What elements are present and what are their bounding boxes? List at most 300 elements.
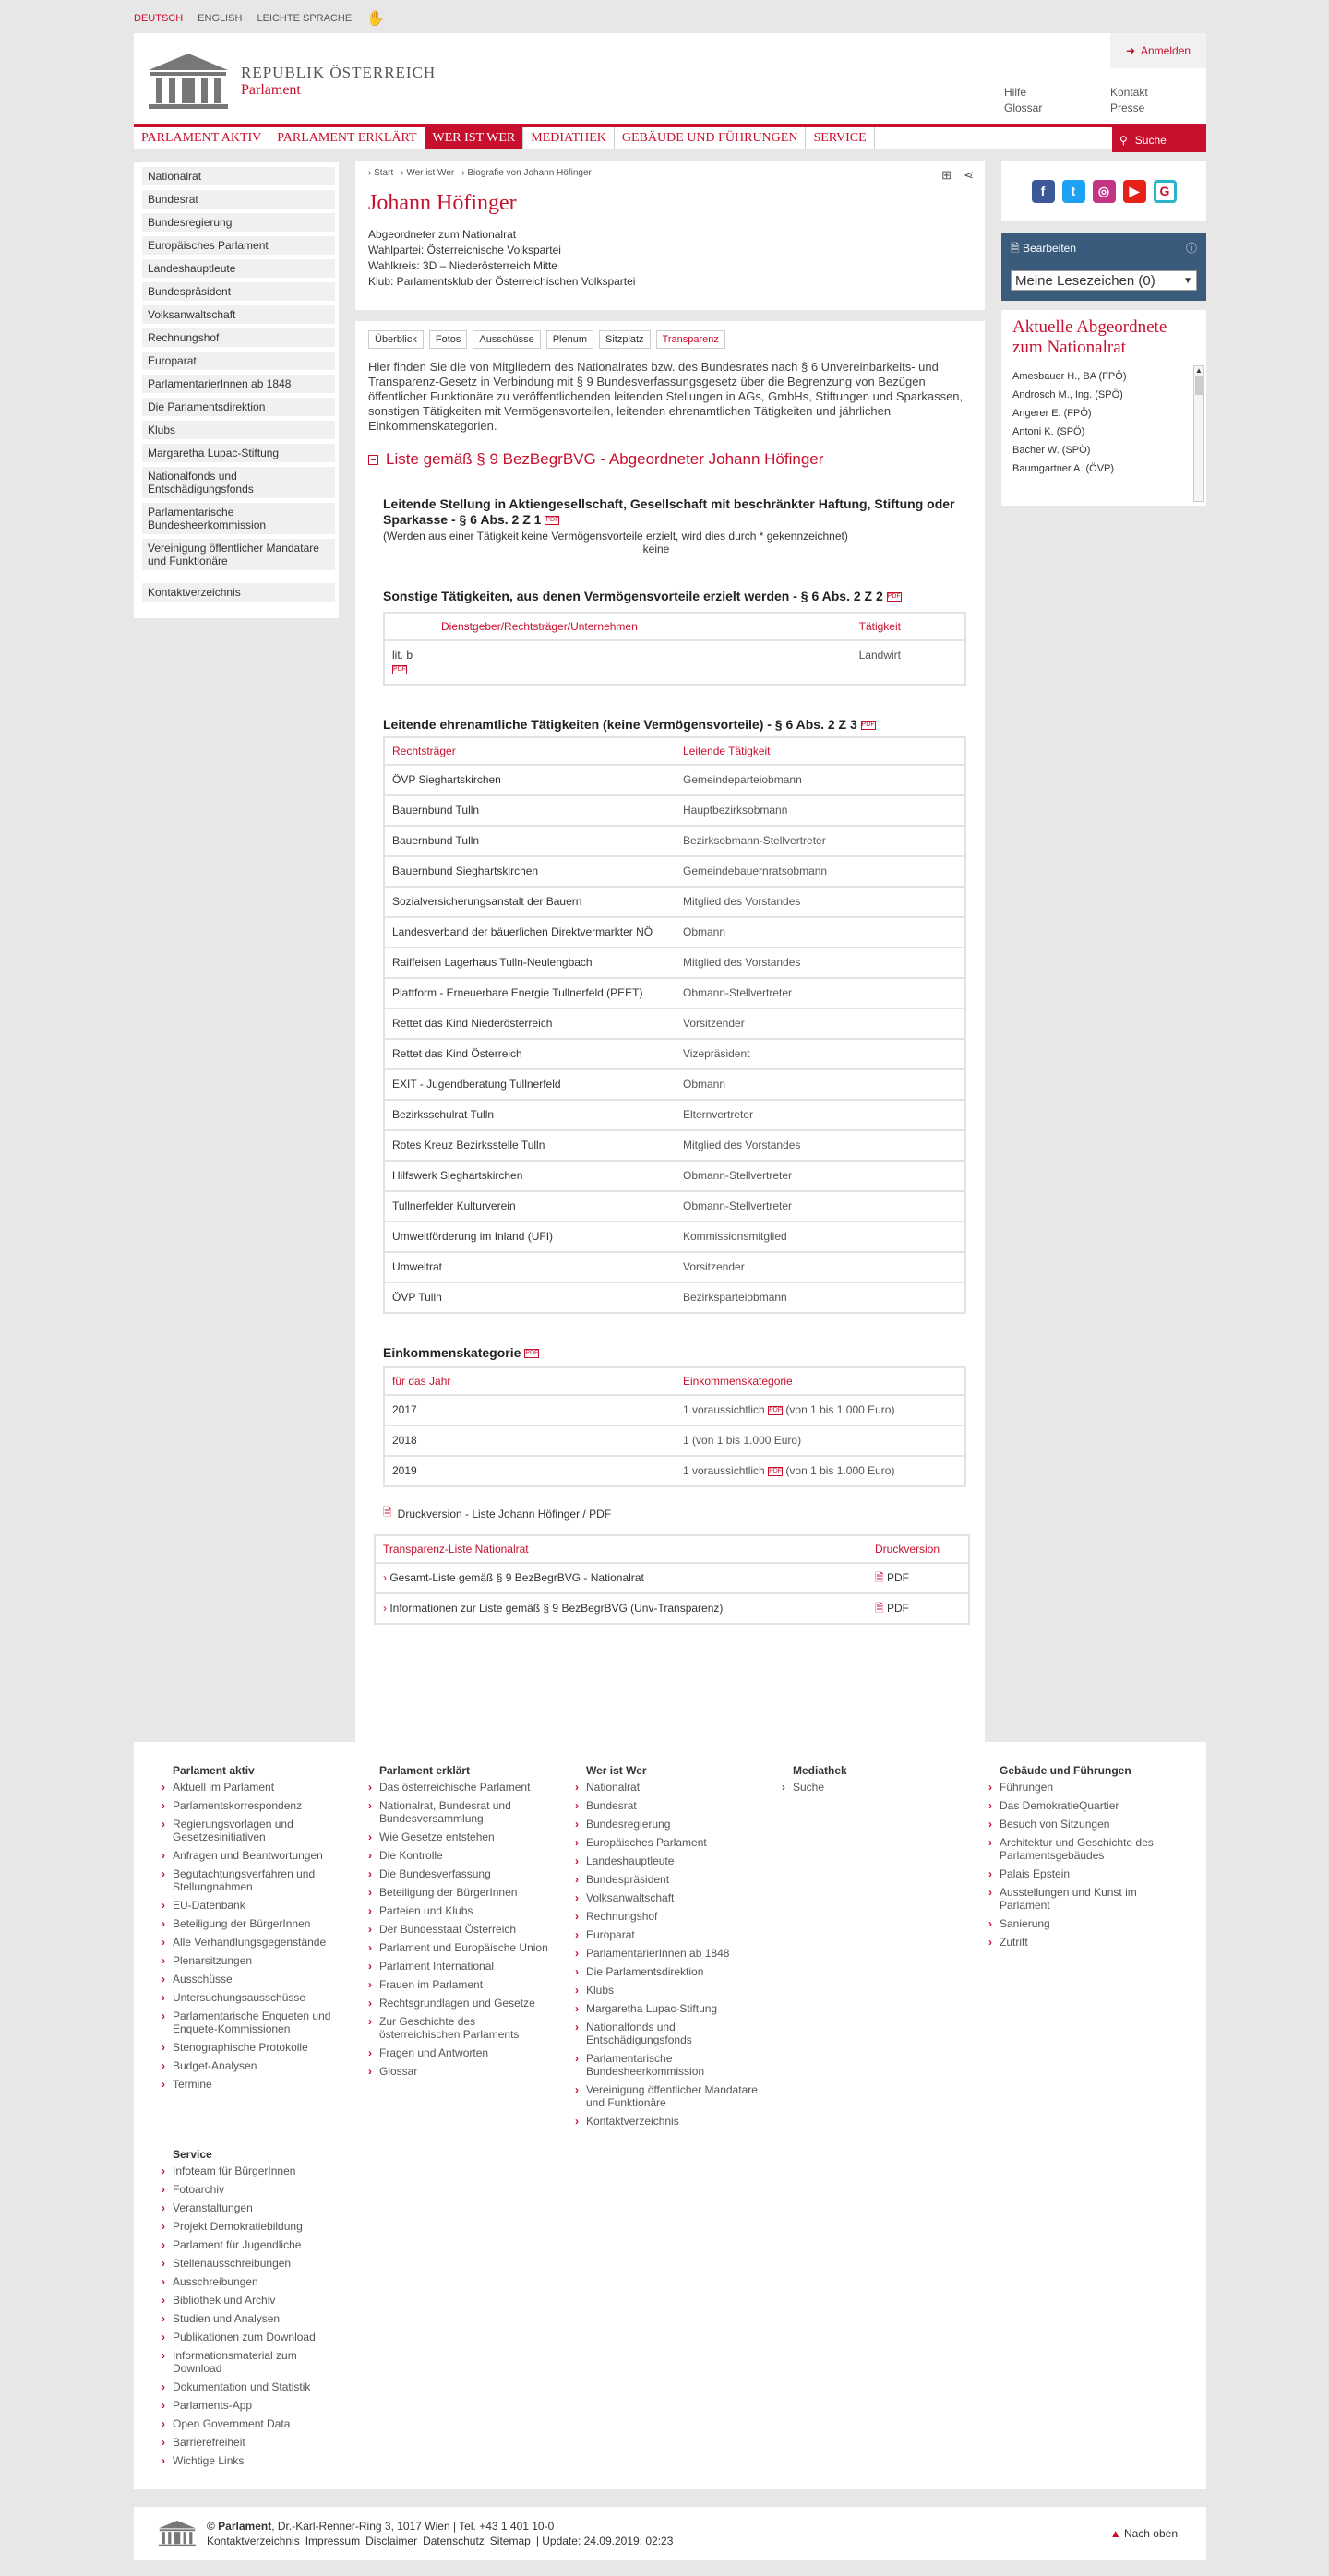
footer-link[interactable]: › Landeshauptleute xyxy=(575,1854,760,1867)
bookmark-select-value: Meine Lesezeichen (0) xyxy=(1015,272,1155,289)
right-sidebar xyxy=(1001,161,1206,506)
table-row xyxy=(384,1130,965,1161)
copyright: © Parlament xyxy=(207,2520,272,2533)
footer-link[interactable]: › Das österreichische Parlament xyxy=(368,1781,553,1794)
youtube-icon[interactable]: ▶ xyxy=(1123,180,1146,203)
s3-cell-role: Bezirksparteiobmann xyxy=(676,1282,965,1313)
print-label: Druckversion - Liste Johann Höfinger / PDF xyxy=(397,1507,612,1521)
pdf-icon[interactable]: PDF xyxy=(769,1467,783,1474)
footer-link[interactable]: › Die Bundesverfassung xyxy=(368,1867,553,1880)
s3-col2: Leitende Tätigkeit xyxy=(676,737,965,765)
footer-link[interactable]: › Parlamentarische Enqueten und Enquete-Kommissionen xyxy=(162,2010,346,2035)
contact-links xyxy=(1110,85,1148,116)
footer-heading[interactable]: Parlament aktiv xyxy=(173,1764,255,1777)
footer-column xyxy=(162,1764,346,2096)
footer-link[interactable]: › Parlament und Europäische Union xyxy=(368,1941,553,1954)
mp-list-panel xyxy=(1001,310,1206,506)
intro-text: Hier finden Sie die von Mitgliedern des Nationalrates bzw. des Bundesrates nach § 6 Unvereinbarkeits- und Transparenz-Gesetz in Verbindung mit § 9 Bundesverfassungsgesetz über die Begrenzung von Bezügen öffentlicher Funktionäre zu veröffentlichenden leitenden Stellungen in AGs, GmbHs, Stiftungen und Sparkassen, sonstigen Tätigkeiten mit Vermögensvorteilen, leitenden ehrenamtlichen Tätigkeiten und jährlichen Einkommenskategorien. xyxy=(368,360,964,433)
footer-link[interactable]: › Palais Epstein xyxy=(988,1867,1173,1880)
footer-link[interactable]: › Ausschüsse xyxy=(162,1973,346,1986)
footer-link[interactable]: › Das DemokratieQuartier xyxy=(988,1799,1173,1812)
breadcrumb-current: › Biografie von Johann Höfinger xyxy=(461,168,592,178)
s4-year: 2019 xyxy=(384,1456,676,1486)
footer-link[interactable]: › Stenographische Protokolle xyxy=(162,2041,346,2054)
footer-link[interactable]: › Fotoarchiv xyxy=(162,2183,346,2196)
footer-heading[interactable]: Wer ist Wer xyxy=(586,1764,647,1777)
mp-list-item[interactable]: Baumgartner A. (ÖVP) xyxy=(1012,463,1115,474)
mp-list xyxy=(1012,367,1199,478)
footer-link[interactable]: › Die Parlamentsdirektion xyxy=(575,1965,760,1978)
footer-link[interactable]: › Beteiligung der BürgerInnen xyxy=(368,1886,553,1899)
footer-link[interactable]: › Regierungsvorlagen und Gesetzesinitiativen xyxy=(162,1818,346,1843)
footer-link[interactable]: › Rechtsgrundlagen und Gesetze xyxy=(368,1997,553,2010)
s4-col1: für das Jahr xyxy=(384,1367,676,1395)
print-link[interactable] xyxy=(368,1504,972,1523)
s3-cell-org: Bauernbund Sieghartskirchen xyxy=(384,856,676,887)
facebook-icon[interactable]: f xyxy=(1032,180,1055,203)
section-title: Liste gemäß § 9 BezBegrBVG - Abgeordneter Johann Höfinger xyxy=(386,450,824,468)
s3-cell-org: ÖVP Sieghartskirchen xyxy=(384,765,676,795)
s2-table xyxy=(383,612,966,686)
footer-column xyxy=(782,1764,966,1799)
footer-link[interactable]: › Plenarsitzungen xyxy=(162,1954,346,1967)
footer xyxy=(134,1742,1206,2489)
arrow-icon: ➜ xyxy=(1125,44,1135,57)
footer-link[interactable]: › Klubs xyxy=(575,1984,760,1997)
s4-range: (von 1 bis 1.000 Euro) xyxy=(785,1464,895,1477)
s4-col2: Einkommenskategorie xyxy=(676,1367,965,1395)
table-row xyxy=(384,1161,965,1191)
s4-cat-value: 1 voraussichtlich xyxy=(683,1403,765,1416)
s3-cell-org: Rettet das Kind Österreich xyxy=(384,1039,676,1069)
info-icon[interactable]: ⓘ xyxy=(1185,242,1197,255)
tl-col1: Transparenz-Liste Nationalrat xyxy=(375,1535,868,1563)
s3-cell-role: Vorsitzender xyxy=(676,1252,965,1282)
page-title: Johann Höfinger xyxy=(368,191,517,215)
table-row xyxy=(384,856,965,887)
footer-link[interactable]: › Architektur und Geschichte des Parlamentsgebäudes xyxy=(988,1836,1173,1862)
table-row xyxy=(384,1252,965,1282)
s3-cell-org: Tullnerfelder Kulturverein xyxy=(384,1191,676,1222)
nav-parlament-erklaert[interactable]: PARLAMENT ERKLÄRT xyxy=(269,127,425,149)
address: , Dr.-Karl-Renner-Ring 3, 1017 Wien | Tel. +43 1 401 10-0 xyxy=(271,2520,555,2533)
s4-range: (von 1 bis 1.000 Euro) xyxy=(785,1403,895,1416)
footer-link[interactable]: › Wie Gesetze entstehen xyxy=(368,1831,553,1843)
search-icon: ⚲ xyxy=(1119,133,1128,147)
leftnav-item[interactable]: Klubs xyxy=(142,421,335,439)
footer-link[interactable]: › Glossar xyxy=(368,2065,553,2078)
s3-cell-role: Mitglied des Vorstandes xyxy=(676,1130,965,1161)
s3-cell-role: Hauptbezirksobmann xyxy=(676,795,965,826)
scrollbar[interactable]: ▲ xyxy=(1193,365,1204,502)
s1-value: keine xyxy=(642,543,670,555)
footer-link[interactable]: › Zur Geschichte des österreichischen Parlaments xyxy=(368,2015,553,2041)
bottom-bar xyxy=(134,2507,1206,2560)
help-links xyxy=(1004,85,1042,116)
table-row xyxy=(384,765,965,795)
collapse-icon[interactable] xyxy=(368,455,378,465)
nav-parlament-aktiv[interactable]: PARLAMENT AKTIV xyxy=(134,127,269,149)
tl-pdf[interactable] xyxy=(868,1563,969,1593)
s3-cell-org: Umweltförderung im Inland (UFI) xyxy=(384,1222,676,1252)
presse-link[interactable]: Presse xyxy=(1110,101,1145,114)
footer-link[interactable]: › Bibliothek und Archiv xyxy=(162,2294,346,2307)
footer-link[interactable]: › Parlamentarische Bundesheerkommission xyxy=(575,2052,760,2078)
footer-link[interactable]: › Begutachtungsverfahren und Stellungnahmen xyxy=(162,1867,346,1893)
s3-cell-org: Rotes Kreuz Bezirksstelle Tulln xyxy=(384,1130,676,1161)
footer-link[interactable]: › Frauen im Parlament xyxy=(368,1978,553,1991)
bio-constituency: Wahlkreis: 3D – Niederösterreich Mitte xyxy=(368,259,557,272)
leftnav-item[interactable]: Margaretha Lupac-Stiftung xyxy=(142,444,335,462)
footer-link[interactable]: › Bundespräsident xyxy=(575,1873,760,1886)
footer-link[interactable]: › Suche xyxy=(782,1781,966,1794)
leftnav-item[interactable]: Bundespräsident xyxy=(142,282,335,301)
parliament-logo-icon xyxy=(157,2520,198,2547)
tab-bar xyxy=(368,330,972,349)
s3-cell-org: Raiffeisen Lagerhaus Tulln-Neulengbach xyxy=(384,948,676,978)
footer-heading[interactable]: Service xyxy=(173,2148,212,2161)
table-row xyxy=(384,1191,965,1222)
footer-link[interactable]: › Vereinigung öffentlicher Mandatare und Funktionäre xyxy=(575,2083,760,2109)
footer-link[interactable]: › Aktuell im Parlament xyxy=(162,1781,346,1794)
logo[interactable] xyxy=(147,52,436,111)
s3-table xyxy=(383,736,966,1314)
table-row xyxy=(384,795,965,826)
footer-link[interactable]: › Parteien und Klubs xyxy=(368,1904,553,1917)
leftnav-item[interactable]: Parlamentarische Bundesheerkommission xyxy=(142,503,335,534)
footer-link[interactable]: › EU-Datenbank xyxy=(162,1899,346,1912)
s3-cell-role: Kommissionsmitglied xyxy=(676,1222,965,1252)
s1-title: Leitende Stellung in Aktiengesellschaft, Gesellschaft mit beschränkter Haftung, Stiftung oder Sparkasse - § 6 Abs. 2 Z 1 PDF xyxy=(383,496,955,527)
tab-ausschuesse[interactable]: Ausschüsse xyxy=(473,330,540,349)
footer-link[interactable]: › Volksanwaltschaft xyxy=(575,1891,760,1904)
s3-col1: Rechtsträger xyxy=(384,737,676,765)
search-button[interactable] xyxy=(1112,127,1206,152)
footer-link[interactable]: › Fragen und Antworten xyxy=(368,2046,553,2059)
s3-cell-role: Elternvertreter xyxy=(676,1100,965,1130)
footer-link[interactable]: › ParlamentarierInnen ab 1848 xyxy=(575,1947,760,1960)
footer-link[interactable]: › Anfragen und Beantwortungen xyxy=(162,1849,346,1862)
tab-fotos[interactable]: Fotos xyxy=(429,330,468,349)
s4-cat-value: 1 xyxy=(683,1434,689,1447)
share-icon[interactable]: ⋖ xyxy=(964,168,974,182)
s3-cell-org: Bauernbund Tulln xyxy=(384,795,676,826)
tl-link[interactable]: › Informationen zur Liste gemäß § 9 BezBegrBVG (Unv-Transparenz) xyxy=(375,1593,868,1624)
pdf-icon[interactable]: PDF xyxy=(545,517,559,524)
s4-category xyxy=(676,1395,965,1425)
footer-link[interactable]: › Führungen xyxy=(988,1781,1173,1794)
nav-wer-ist-wer[interactable]: WER IST WER xyxy=(425,127,524,149)
document-icon: 🗎 xyxy=(383,1506,392,1519)
table-row[interactable] xyxy=(375,1593,969,1624)
footer-link[interactable]: › Ausstellungen und Kunst im Parlament xyxy=(988,1886,1173,1912)
social-links xyxy=(1001,161,1206,221)
header xyxy=(134,33,1206,149)
footer-heading[interactable]: Mediathek xyxy=(793,1764,847,1777)
table-row xyxy=(384,887,965,917)
footer-link[interactable]: › Zutritt xyxy=(988,1936,1173,1949)
footer-link[interactable]: › Die Kontrolle xyxy=(368,1849,553,1862)
table-row xyxy=(384,1456,965,1486)
table-row xyxy=(384,826,965,856)
footer-link[interactable]: › Veranstaltungen xyxy=(162,2201,346,2214)
footer-column xyxy=(368,1764,553,2083)
arrow-up-icon: ▲ xyxy=(1109,2527,1121,2540)
lang-leichte-sprache[interactable]: LEICHTE SPRACHE xyxy=(257,13,353,24)
leftnav-item[interactable]: Die Parlamentsdirektion xyxy=(142,398,335,416)
nav-service[interactable]: SERVICE xyxy=(806,127,874,149)
s2-row-value: Landwirt xyxy=(852,640,965,685)
pdf-icon[interactable]: PDF xyxy=(393,665,406,673)
footer-link[interactable]: › Alle Verhandlungsgegenstände xyxy=(162,1936,346,1949)
document-icon: 🗎 xyxy=(875,1602,884,1615)
link-datenschutz[interactable]: Datenschutz xyxy=(423,2534,485,2547)
footer-heading[interactable]: Parlament erklärt xyxy=(379,1764,471,1777)
table-row xyxy=(384,1069,965,1100)
footer-link[interactable]: › Bundesrat xyxy=(575,1799,760,1812)
mp-list-title: Aktuelle Abgeordnete zum Nationalrat xyxy=(1012,317,1167,357)
footer-link[interactable]: › Barrierefreiheit xyxy=(162,2436,346,2449)
footer-link[interactable]: › Beteiligung der BürgerInnen xyxy=(162,1917,346,1930)
s4-year: 2018 xyxy=(384,1425,676,1456)
s3-cell-role: Mitglied des Vorstandes xyxy=(676,948,965,978)
bookmark-add-icon[interactable]: ⊞ xyxy=(941,168,952,182)
footer-link[interactable]: › Rechnungshof xyxy=(575,1910,760,1923)
footer-column xyxy=(988,1764,1173,1954)
lang-deutsch[interactable]: DEUTSCH xyxy=(134,13,184,24)
table-row xyxy=(384,978,965,1008)
table-row xyxy=(384,1008,965,1039)
footer-link[interactable]: › Open Government Data xyxy=(162,2417,346,2430)
mp-list-item[interactable]: Amesbauer H., BA (FPÖ) xyxy=(1012,371,1127,382)
bookmark-select[interactable] xyxy=(1011,270,1197,291)
footer-link[interactable]: › Nationalfonds und Entschädigungsfonds xyxy=(575,2021,760,2046)
breadcrumb xyxy=(368,168,972,178)
breadcrumb-start[interactable]: › Start xyxy=(368,168,394,178)
leftnav-item[interactable]: Europäisches Parlament xyxy=(142,236,335,255)
leftnav-item[interactable]: Nationalrat xyxy=(142,167,335,185)
s4-range: (von 1 bis 1.000 Euro) xyxy=(692,1434,802,1447)
update-date: | Update: 24.09.2019; 02:23 xyxy=(535,2534,674,2547)
footer-link[interactable]: › Bundesregierung xyxy=(575,1818,760,1831)
footer-link[interactable]: › Parlaments-App xyxy=(162,2399,346,2412)
mp-list-item[interactable]: Bacher W. (SPÖ) xyxy=(1012,445,1091,456)
footer-link[interactable]: › Budget-Analysen xyxy=(162,2059,346,2072)
leftnav-item[interactable]: Kontaktverzeichnis xyxy=(142,583,335,602)
leftnav-item[interactable]: Nationalfonds und Entschädigungsfonds xyxy=(142,467,335,498)
s4-table xyxy=(383,1366,966,1487)
footer-link[interactable]: › Informationsmaterial zum Download xyxy=(162,2349,346,2375)
footer-link[interactable]: › Ausschreibungen xyxy=(162,2275,346,2288)
footer-link[interactable]: › Studien und Analysen xyxy=(162,2312,346,2325)
s3-cell-role: Obmann-Stellvertreter xyxy=(676,978,965,1008)
link-kontaktverzeichnis[interactable]: Kontaktverzeichnis xyxy=(207,2534,300,2547)
s4-category xyxy=(676,1456,965,1486)
leftnav-item[interactable]: Vereinigung öffentlicher Mandatare und Funktionäre xyxy=(142,539,335,570)
s2-title: Sonstige Tätigkeiten, aus denen Vermögensvorteile erzielt werden - § 6 Abs. 2 Z 2 PDF xyxy=(383,589,901,603)
s3-cell-role: Obmann-Stellvertreter xyxy=(676,1161,965,1191)
s4-category xyxy=(676,1425,965,1456)
s3-cell-role: Vorsitzender xyxy=(676,1008,965,1039)
leftnav-item[interactable]: Volksanwaltschaft xyxy=(142,305,335,324)
section-header[interactable] xyxy=(368,450,972,469)
link-disclaimer[interactable]: Disclaimer xyxy=(365,2534,418,2547)
footer-link[interactable]: › Stellenausschreibungen xyxy=(162,2257,346,2270)
kontakt-link[interactable]: Kontakt xyxy=(1110,86,1148,99)
search-label: Suche xyxy=(1134,133,1167,147)
footer-link[interactable]: › Sanierung xyxy=(988,1917,1173,1930)
s3-cell-org: Bauernbund Tulln xyxy=(384,826,676,856)
table-row xyxy=(384,1100,965,1130)
s3-cell-org: Bezirksschulrat Tulln xyxy=(384,1100,676,1130)
logo-line2: Parlament xyxy=(241,82,301,98)
footer-column-service xyxy=(162,2148,346,2473)
bio-role: Abgeordneter zum Nationalrat xyxy=(368,228,517,241)
pdf-icon[interactable]: PDF xyxy=(769,1406,783,1413)
parliament-logo-icon xyxy=(147,52,230,111)
s3-cell-role: Gemeindebauernratsobmann xyxy=(676,856,965,887)
tl-pdf-label: PDF xyxy=(887,1602,909,1615)
instagram-icon[interactable]: ◎ xyxy=(1093,180,1116,203)
footer-link[interactable]: › Margaretha Lupac-Stiftung xyxy=(575,2002,760,2015)
tl-pdf-label: PDF xyxy=(887,1571,909,1584)
s3-cell-org: Hilfswerk Sieghartskirchen xyxy=(384,1161,676,1191)
mp-list-item[interactable]: Angerer E. (FPÖ) xyxy=(1012,408,1092,419)
document-icon: 🗎 xyxy=(875,1571,884,1584)
legal-links xyxy=(207,2534,1110,2548)
s3-cell-org: Sozialversicherungsanstalt der Bauern xyxy=(384,887,676,917)
s3-cell-org: Umweltrat xyxy=(384,1252,676,1282)
pdf-icon[interactable]: PDF xyxy=(525,1350,539,1357)
sign-language-icon[interactable]: ✋ xyxy=(366,11,386,27)
footer-link[interactable]: › Nationalrat, Bundesrat und Bundesversammlung xyxy=(368,1799,553,1825)
s4-cat-value: 1 voraussichtlich xyxy=(683,1464,765,1477)
footer-link[interactable]: › Publikationen zum Download xyxy=(162,2331,346,2343)
s3-cell-org: Plattform - Erneuerbare Energie Tullnerfeld (PEET) xyxy=(384,978,676,1008)
link-sitemap[interactable]: Sitemap xyxy=(489,2534,531,2547)
s4-title: Einkommenskategorie PDF xyxy=(383,1345,539,1360)
mp-list-item[interactable]: Androsch M., Ing. (SPÖ) xyxy=(1012,389,1123,400)
table-row xyxy=(384,1282,965,1313)
footer-link[interactable]: › Europäisches Parlament xyxy=(575,1836,760,1849)
s3-title: Leitende ehrenamtliche Tätigkeiten (keine Vermögensvorteile) - § 6 Abs. 2 Z 3 PDF xyxy=(383,717,875,732)
s4-year: 2017 xyxy=(384,1395,676,1425)
footer-link[interactable]: › Parlament International xyxy=(368,1960,553,1973)
s3-cell-role: Obmann-Stellvertreter xyxy=(676,1191,965,1222)
language-bar xyxy=(134,0,1204,37)
footer-column xyxy=(575,1764,760,2133)
leftnav-item[interactable]: ParlamentarierInnen ab 1848 xyxy=(142,375,335,393)
table-row xyxy=(384,1039,965,1069)
leftnav-item[interactable]: Rechnungshof xyxy=(142,328,335,347)
s2-col2: Tätigkeit xyxy=(852,613,965,640)
tab-plenum[interactable]: Plenum xyxy=(546,330,593,349)
s2-col1: Dienstgeber/Rechtsträger/Unternehmen xyxy=(434,613,852,640)
footer-link[interactable]: › Der Bundesstaat Österreich xyxy=(368,1923,553,1936)
footer-link[interactable]: › Europarat xyxy=(575,1928,760,1941)
tl-col2: Druckversion xyxy=(868,1535,969,1563)
nav-gebaeude[interactable]: GEBÄUDE UND FÜHRUNGEN xyxy=(615,127,807,149)
footer-link[interactable]: › Besuch von Sitzungen xyxy=(988,1818,1173,1831)
tab-transparenz[interactable]: Transparenz xyxy=(656,330,725,349)
glossar-link[interactable]: Glossar xyxy=(1004,101,1043,114)
table-row[interactable] xyxy=(375,1563,969,1593)
leftnav-item[interactable]: Bundesrat xyxy=(142,190,335,209)
leftnav-item[interactable]: Europarat xyxy=(142,352,335,370)
main-nav xyxy=(134,124,1206,149)
footer-link[interactable]: › Parlamentskorrespondenz xyxy=(162,1799,346,1812)
leftnav-item[interactable]: Landeshauptleute xyxy=(142,259,335,278)
footer-heading[interactable]: Gebäude und Führungen xyxy=(1000,1764,1131,1777)
table-row xyxy=(384,640,965,685)
footer-link[interactable]: › Infoteam für BürgerInnen xyxy=(162,2165,346,2177)
s3-cell-org: Landesverband der bäuerlichen Direktvermarkter NÖ xyxy=(384,917,676,948)
tab-ueberblick[interactable]: Überblick xyxy=(368,330,424,349)
footer-link[interactable]: › Nationalrat xyxy=(575,1781,760,1794)
tl-link-label: Gesamt-Liste gemäß § 9 BezBegrBVG - Nationalrat xyxy=(389,1571,644,1584)
footer-link[interactable]: › Untersuchungsausschüsse xyxy=(162,1991,346,2004)
table-row xyxy=(384,917,965,948)
chevron-down-icon: ▼ xyxy=(1183,275,1192,286)
breadcrumb-wer-ist-wer[interactable]: › Wer ist Wer xyxy=(401,168,455,178)
footer-link[interactable]: › Dokumentation und Statistik xyxy=(162,2380,346,2393)
twitter-icon[interactable]: t xyxy=(1062,180,1085,203)
bio-club: Klub: Parlamentsklub der Österreichischen Volkspartei xyxy=(368,275,636,288)
login-button[interactable] xyxy=(1110,33,1206,68)
table-row xyxy=(384,948,965,978)
pdf-icon[interactable]: PDF xyxy=(887,593,901,601)
left-nav xyxy=(134,162,339,618)
s3-cell-org: ÖVP Tulln xyxy=(384,1282,676,1313)
table-row xyxy=(384,1425,965,1456)
hilfe-link[interactable]: Hilfe xyxy=(1004,86,1027,99)
transparency-box xyxy=(355,321,985,1884)
app-icon[interactable]: G xyxy=(1154,180,1177,203)
mp-list-item[interactable]: Antoni K. (SPÖ) xyxy=(1012,426,1085,437)
nav-mediathek[interactable]: MEDIATHEK xyxy=(523,127,615,149)
table-row xyxy=(384,1395,965,1425)
table-row xyxy=(384,1222,965,1252)
tl-link[interactable]: › Gesamt-Liste gemäß § 9 BezBegrBVG - Nationalrat xyxy=(375,1563,868,1593)
footer-link[interactable]: › Termine xyxy=(162,2078,346,2091)
s2-row-label: lit. b xyxy=(392,649,413,662)
transparency-list-table xyxy=(374,1534,970,1625)
bookmark-edit[interactable]: 🗎 Bearbeiten xyxy=(1011,242,1077,255)
s3-cell-org: Rettet das Kind Niederösterreich xyxy=(384,1008,676,1039)
lang-english[interactable]: ENGLISH xyxy=(198,13,243,24)
leftnav-item[interactable]: Bundesregierung xyxy=(142,213,335,232)
tab-sitzplatz[interactable]: Sitzplatz xyxy=(599,330,651,349)
bio-party: Wahlpartei: Österreichische Volkspartei xyxy=(368,244,561,256)
footer-link[interactable]: › Parlament für Jugendliche xyxy=(162,2238,346,2251)
bio-box xyxy=(355,161,985,310)
s3-cell-role: Vizepräsident xyxy=(676,1039,965,1069)
pdf-icon[interactable]: PDF xyxy=(861,722,875,729)
back-to-top[interactable]: ▲ Nach oben xyxy=(1109,2527,1178,2540)
tl-pdf[interactable] xyxy=(868,1593,969,1624)
link-impressum[interactable]: Impressum xyxy=(305,2534,361,2547)
login-label: Anmelden xyxy=(1141,44,1191,57)
footer-link[interactable]: › Projekt Demokratiebildung xyxy=(162,2220,346,2233)
logo-line1: REPUBLIK ÖSTERREICH xyxy=(241,64,437,81)
footer-link[interactable]: › Wichtige Links xyxy=(162,2454,346,2467)
footer-link[interactable]: › Kontaktverzeichnis xyxy=(575,2115,760,2128)
s3-cell-role: Obmann xyxy=(676,917,965,948)
s3-cell-org: EXIT - Jugendberatung Tullnerfeld xyxy=(384,1069,676,1100)
tl-link-label: Informationen zur Liste gemäß § 9 BezBegrBVG (Unv-Transparenz) xyxy=(389,1602,724,1615)
s3-cell-role: Gemeindeparteiobmann xyxy=(676,765,965,795)
s3-cell-role: Bezirksobmann-Stellvertreter xyxy=(676,826,965,856)
